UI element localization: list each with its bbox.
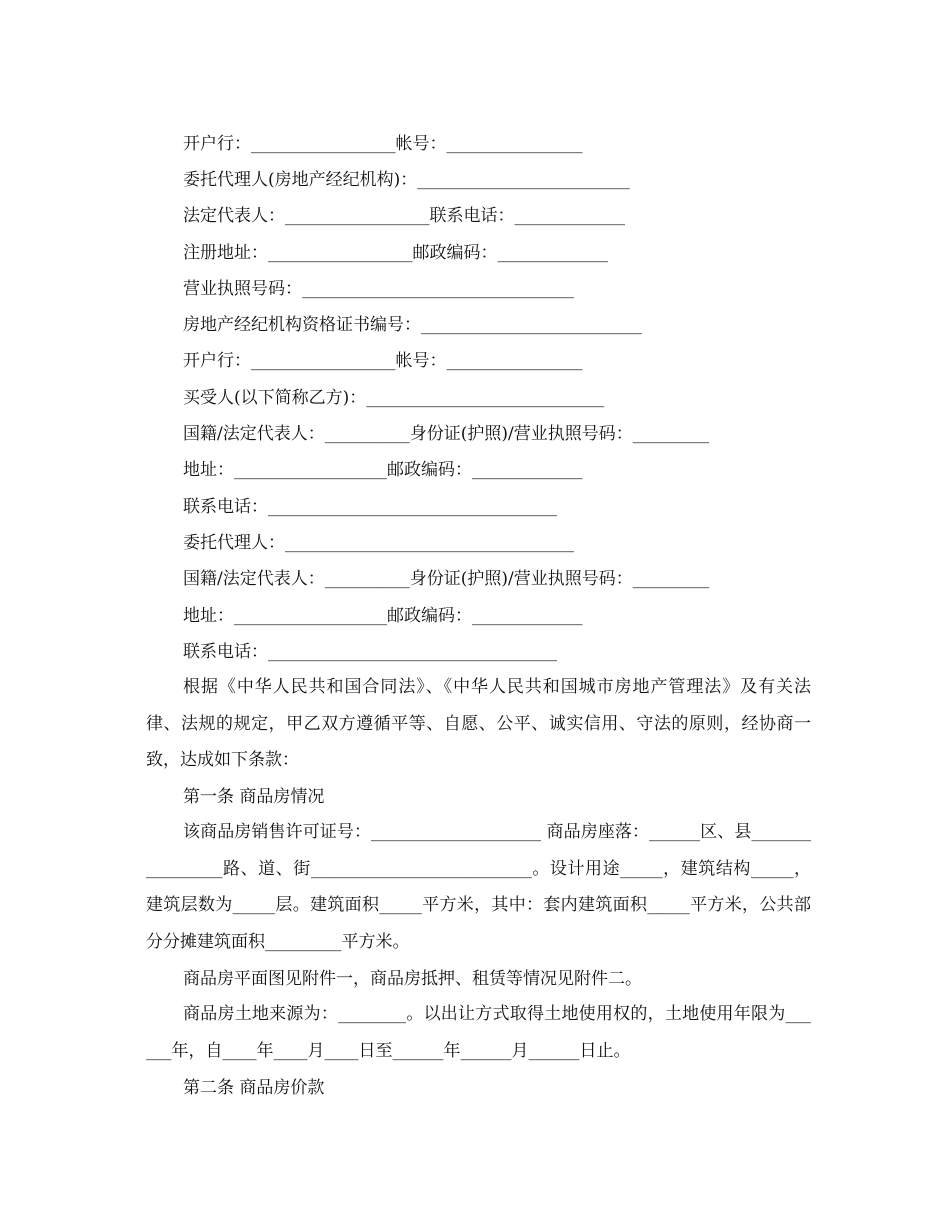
field-agent-agency: 委托代理人(房地产经纪机构)：_________________________ [183,170,630,190]
field-registered-address-postcode: 注册地址：_________________邮政编码：_____________ [183,243,608,263]
article-2-title: 第二条 商品房价款 [183,1078,325,1098]
field-buyer-nationality-id: 国籍/法定代表人：__________身份证(护照)/营业执照号码：_________ [183,424,710,444]
field-business-license-number: 营业执照号码：________________________________ [183,279,574,299]
field-buyer-agent-nationality-id: 国籍/法定代表人：__________身份证(护照)/营业执照号码：_________ [183,569,710,589]
field-buyer: 买受人(以下简称乙方)：____________________________ [183,388,605,408]
land-source-paragraph: 商品房土地来源为：________。以出让方式取得土地使用权的，土地使用年限为______年，自____年____月____日至______年______月______日止。 [146,1004,811,1061]
field-legal-representative-phone: 法定代表人：_________________联系电话：_____________ [183,206,625,226]
intro-paragraph: 根据《中华人民共和国合同法》、《中华人民共和国城市房地产管理法》及有关法律、法规的规定，甲乙双方遵循平等、自愿、公平、诚实信用、守法的原则，经协商一致，达成如下条款： [146,677,811,770]
field-buyer-phone: 联系电话：__________________________________ [183,497,557,517]
annex-line: 商品房平面图见附件一，商品房抵押、租赁等情况见附件二。 [183,969,642,989]
field-bank-account-seller: 开户行：_________________帐号：________________ [183,134,583,154]
field-buyer-address-postcode: 地址：__________________邮政编码：_____________ [183,460,583,480]
field-agency-certificate-number: 房地产经纪机构资格证书编号：__________________________ [183,315,642,335]
field-buyer-agent: 委托代理人：__________________________________ [183,533,574,553]
article-1-paragraph: 该商品房销售许可证号：____________________ 商品房座落：______区、县________________路、道、街__________________________。设计用途_____，建筑结构_____，建筑层数为_____层。建筑面积_____平方米，其中：套内建筑面积_____平方米，公共部分分摊建筑面积_________平方米。 [146,822,811,952]
field-bank-account-agency: 开户行：_________________帐号：________________ [183,351,583,371]
article-1-title: 第一条 商品房情况 [183,787,325,807]
field-buyer-agent-phone: 联系电话：__________________________________ [183,642,557,662]
field-buyer-agent-address-postcode: 地址：__________________邮政编码：_____________ [183,606,583,626]
